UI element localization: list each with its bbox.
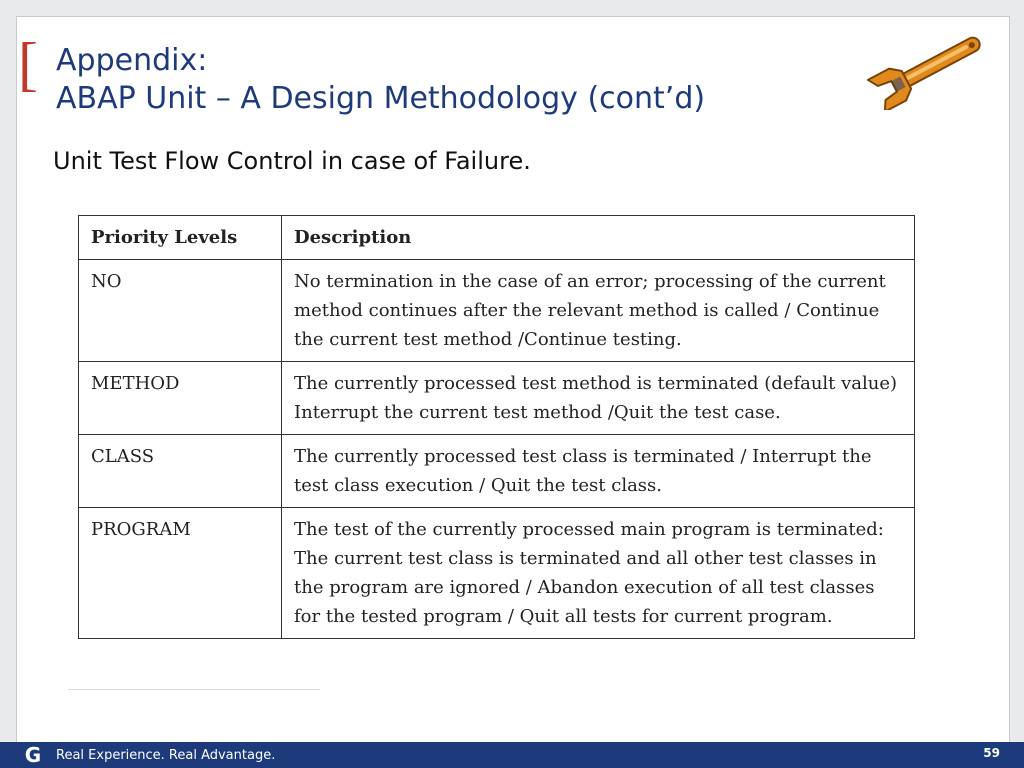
title-bracket: [ (18, 31, 38, 97)
priority-level-cell: NO (79, 260, 282, 362)
page-title (56, 42, 705, 118)
description-cell: The test of the currently processed main program is terminated: The current test class is terminated and all other test classes in the program are ignored / Abandon execution of all test classes for the tested program / Quit all tests for current program. (282, 508, 915, 639)
priority-level-cell: PROGRAM (79, 508, 282, 639)
table-header-row (79, 216, 915, 260)
footer-logo: G (24, 743, 42, 767)
table-row (79, 260, 915, 362)
subtitle: Unit Test Flow Control in case of Failure. (53, 147, 531, 175)
page-number: 59 (983, 746, 1000, 760)
description-cell: The currently processed test class is terminated / Interrupt the test class execution / Quit the test class. (282, 435, 915, 508)
title-line-1: Appendix: (56, 43, 208, 78)
priority-level-cell: CLASS (79, 435, 282, 508)
wrench-icon (860, 30, 990, 110)
table-row (79, 435, 915, 508)
priority-levels-table (78, 215, 915, 639)
priority-level-cell: METHOD (79, 362, 282, 435)
footer-tagline: Real Experience. Real Advantage. (56, 748, 276, 763)
table-row (79, 508, 915, 639)
description-cell: The currently processed test method is terminated (default value) Interrupt the current test method /Quit the test case. (282, 362, 915, 435)
table-row (79, 362, 915, 435)
title-line-2: ABAP Unit – A Design Methodology (cont’d) (56, 81, 706, 116)
divider (68, 689, 320, 690)
description-cell: No termination in the case of an error; processing of the current method continues after the relevant method is called / Continue the current test method /Continue testing. (282, 260, 915, 362)
column-header-description: Description (282, 216, 915, 260)
column-header-priority: Priority Levels (79, 216, 282, 260)
